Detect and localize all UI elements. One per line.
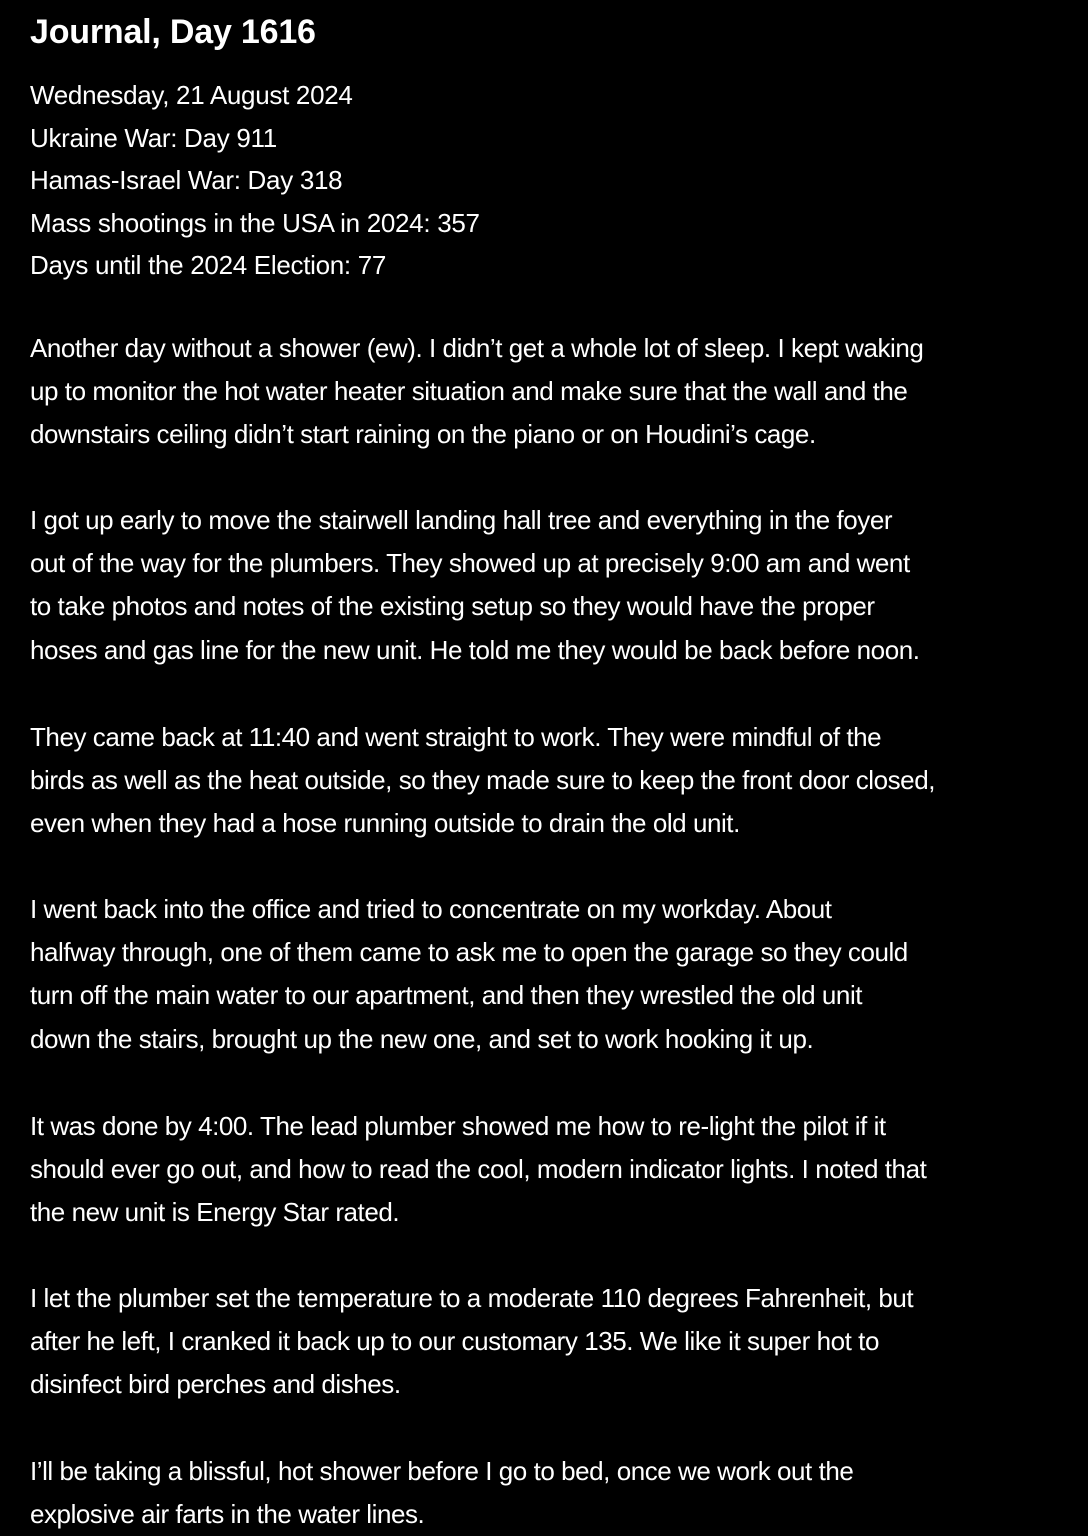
journal-title: Journal, Day 1616 bbox=[30, 13, 316, 51]
paragraph-line: turn off the main water to our apartment, and then they wrestled the old unit bbox=[30, 980, 863, 1011]
paragraph-line: even when they had a hose running outside to drain the old unit. bbox=[30, 808, 740, 839]
paragraph-line: hoses and gas line for the new unit. He told me they would be back before noon. bbox=[30, 634, 920, 665]
paragraph-1 bbox=[30, 327, 1070, 457]
paragraph-line: I got up early to move the stairwell landing hall tree and everything in the foyer bbox=[30, 505, 893, 535]
journal-meta bbox=[30, 74, 480, 287]
ukraine-war-counter: Ukraine War: Day 911 bbox=[30, 122, 277, 153]
journal-page bbox=[30, 0, 1070, 1536]
paragraph-line: explosive air farts in the water lines. bbox=[30, 1499, 425, 1530]
paragraph-line: I let the plumber set the temperature to a moderate 110 degrees Fahrenheit, but bbox=[30, 1283, 914, 1313]
paragraph-line: They came back at 11:40 and went straight to work. They were mindful of the bbox=[30, 722, 882, 752]
paragraph-line: should ever go out, and how to read the cool, modern indicator lights. I noted that bbox=[30, 1154, 927, 1185]
paragraph-line: downstairs ceiling didn’t start raining on the piano or on Houdini’s cage. bbox=[30, 419, 816, 450]
mass-shootings-counter: Mass shootings in the USA in 2024: 357 bbox=[30, 207, 480, 238]
paragraph-line: halfway through, one of them came to ask me to open the garage so they could bbox=[30, 937, 908, 968]
paragraph-2 bbox=[30, 499, 1070, 672]
paragraph-line: I went back into the office and tried to concentrate on my workday. About bbox=[30, 894, 832, 924]
paragraph-line: out of the way for the plumbers. They showed up at precisely 9:00 am and went bbox=[30, 548, 910, 579]
paragraph-7 bbox=[30, 1450, 1070, 1536]
paragraph-line: I’ll be taking a blissful, hot shower before I go to bed, once we work out the bbox=[30, 1456, 854, 1486]
paragraph-5 bbox=[30, 1105, 1070, 1235]
paragraph-line: disinfect bird perches and dishes. bbox=[30, 1369, 401, 1400]
paragraph-line: up to monitor the hot water heater situation and make sure that the wall and the bbox=[30, 376, 908, 407]
paragraph-line: birds as well as the heat outside, so they made sure to keep the front door closed, bbox=[30, 765, 935, 796]
paragraph-line: after he left, I cranked it back up to our customary 135. We like it super hot to bbox=[30, 1326, 879, 1357]
paragraph-line: to take photos and notes of the existing setup so they would have the proper bbox=[30, 591, 875, 622]
paragraph-4 bbox=[30, 888, 1070, 1061]
paragraph-line: the new unit is Energy Star rated. bbox=[30, 1197, 400, 1228]
paragraph-line: It was done by 4:00. The lead plumber showed me how to re-light the pilot if it bbox=[30, 1111, 886, 1141]
paragraph-3 bbox=[30, 716, 1070, 846]
paragraph-line: down the stairs, brought up the new one, and set to work hooking it up. bbox=[30, 1023, 814, 1054]
election-countdown: Days until the 2024 Election: 77 bbox=[30, 250, 387, 280]
hamas-israel-war-counter: Hamas-Israel War: Day 318 bbox=[30, 165, 343, 195]
paragraph-6 bbox=[30, 1277, 1070, 1407]
entry-date: Wednesday, 21 August 2024 bbox=[30, 80, 353, 110]
paragraph-line: Another day without a shower (ew). I didn’t get a whole lot of sleep. I kept waking bbox=[30, 333, 924, 363]
